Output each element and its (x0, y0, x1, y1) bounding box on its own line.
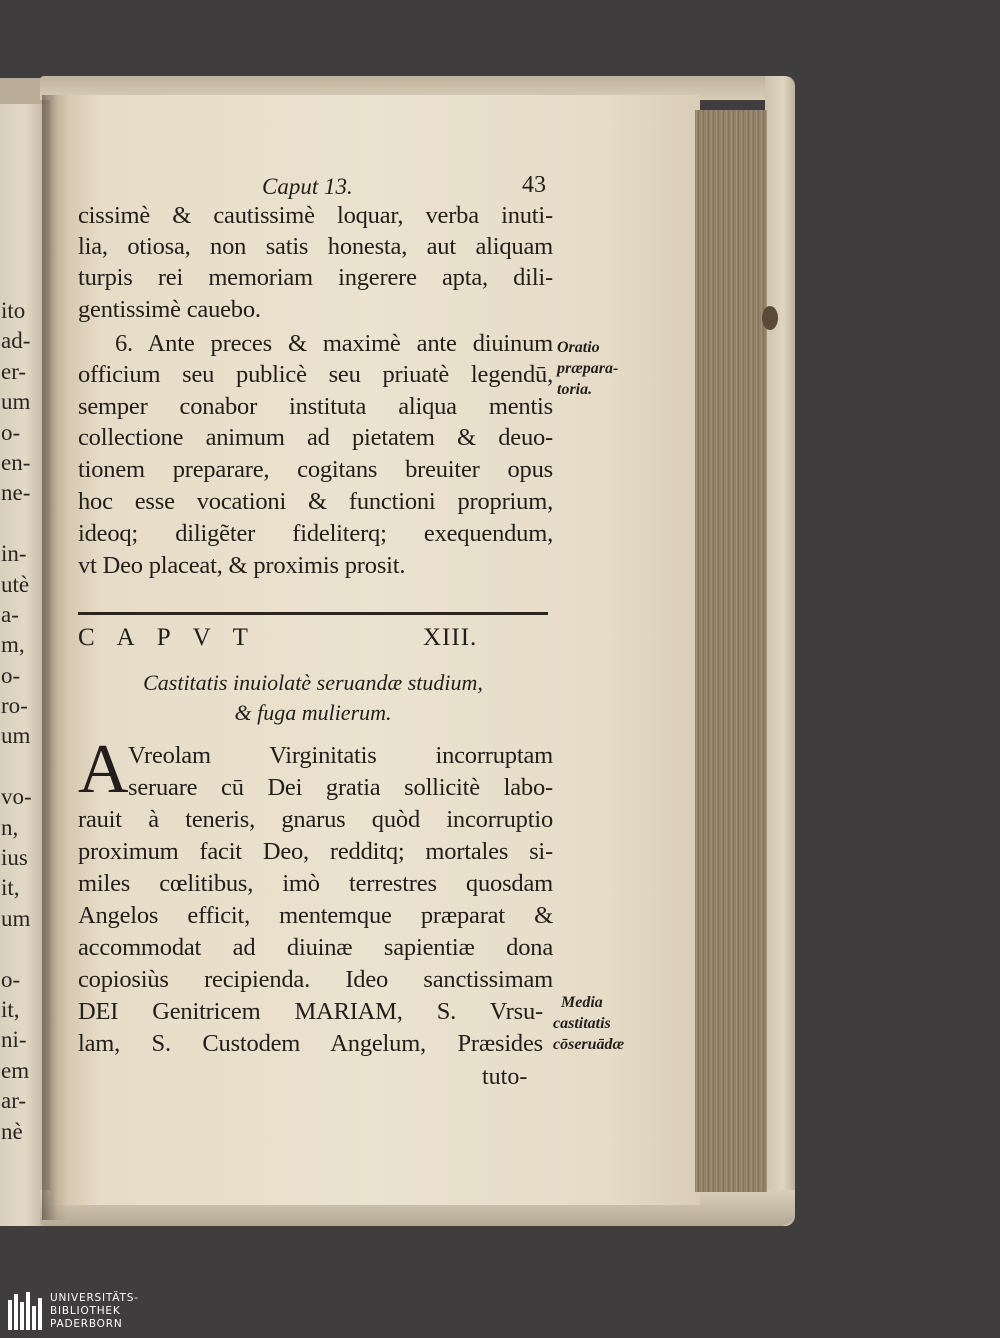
text-line: rauit à teneris, gnarus quòd incorruptio (78, 806, 553, 833)
left-page-fragment: it, (1, 875, 20, 901)
page-number: 43 (522, 172, 546, 198)
text-line: DEI Genitricem MARIAM, S. Vrsu- (78, 998, 543, 1025)
text-line: gentissimè cauebo. (78, 296, 261, 323)
chapter-label: CAPVT (78, 624, 270, 651)
catchword: tuto- (482, 1064, 528, 1090)
text-line: turpis rei memoriam ingerere apta, dili- (78, 264, 553, 291)
library-footer (0, 1288, 1000, 1338)
text-line: hoc esse vocationi & functioni proprium, (78, 488, 553, 515)
text-line: accommodat ad diuinæ sapientiæ dona (78, 934, 553, 961)
marginal-note-oratio: Oratio præpara- toria. (557, 339, 619, 398)
left-page-fragment: um (1, 905, 31, 931)
text-line: cissimè & cautissimè loquar, verba inuti- (78, 202, 553, 229)
left-page-fragment: er- (1, 358, 27, 384)
chapter-title-line-1: Castitatis inuiolatè seruandæ studium, (143, 670, 483, 695)
running-head: Caput 13. (262, 174, 353, 199)
library-name: UNIVERSITÄTS- BIBLIOTHEK PADERBORN (50, 1292, 139, 1330)
left-page-fragment: um (1, 723, 31, 749)
text-line: copiosiùs recipienda. Ideo sanctissimam (78, 966, 553, 993)
left-page-fragment: a- (1, 601, 19, 627)
chapter-title-line-2: & fuga mulierum. (234, 700, 392, 725)
left-page-fragment: o- (1, 419, 21, 445)
left-page-fragment: ar- (1, 1088, 27, 1114)
drop-capital: A (78, 731, 129, 808)
text-line: vt Deo placeat, & proximis prosit. (78, 552, 406, 579)
left-page-fragment: vo- (1, 784, 32, 810)
left-page-fragment: ius (1, 845, 28, 871)
text-line: collectione animum ad pietatem & deuo- (78, 424, 553, 451)
left-page-fragment: m, (1, 632, 25, 658)
left-page-fragment: n, (1, 814, 19, 840)
left-page-fragment: ne- (1, 480, 31, 506)
left-page-fragment: em (1, 1057, 30, 1083)
left-page-fragment: ro- (1, 693, 28, 719)
left-page-fragment: um (1, 389, 31, 415)
marginal-note-media: Media castitatis cōseruādæ (553, 994, 625, 1053)
text-line: proximum facit Deo, redditq; mortales si- (78, 838, 553, 865)
left-page-fragment: nè (1, 1118, 23, 1144)
left-page-fragment: ito (1, 298, 26, 323)
text-line: lia, otiosa, non satis honesta, aut aliquam (78, 233, 553, 260)
text-line: semper conabor instituta aliqua mentis (78, 393, 553, 420)
left-page-fragment: ad- (1, 328, 31, 354)
text-line: Angelos efficit, mentemque præparat & (78, 902, 553, 929)
left-page-fragment: in- (1, 541, 27, 567)
left-page-fragment: en- (1, 449, 31, 475)
left-page-fragment: ni- (1, 1027, 27, 1053)
text-line: Vreolam Virginitatis incorruptam (128, 742, 553, 769)
left-page-fragment: utè (1, 571, 30, 597)
section-rule (78, 612, 548, 615)
text-line: lam, S. Custodem Angelum, Præsides (78, 1030, 543, 1057)
text-line: officium seu publicè seu priuatè legendū, (78, 361, 553, 388)
text-line: ideoq; diligẽter fideliterq; exequendum, (78, 520, 553, 547)
text-line: 6. Ante preces & maximè ante diuinum (115, 330, 553, 357)
left-page-fragment: it, (1, 996, 20, 1022)
chapter-number: XIII. (423, 624, 478, 651)
text-line: tionem preparare, cogitans breuiter opus (78, 456, 553, 483)
library-logo-icon (6, 1292, 46, 1334)
left-page-fragment: o- (1, 966, 21, 992)
text-line: seruare cū Dei gratia sollicitè labo- (128, 774, 553, 801)
text-line: miles cœlitibus, imò terrestres quosdam (78, 870, 553, 897)
left-page-fragment: o- (1, 662, 21, 688)
chapter-heading (78, 624, 548, 652)
